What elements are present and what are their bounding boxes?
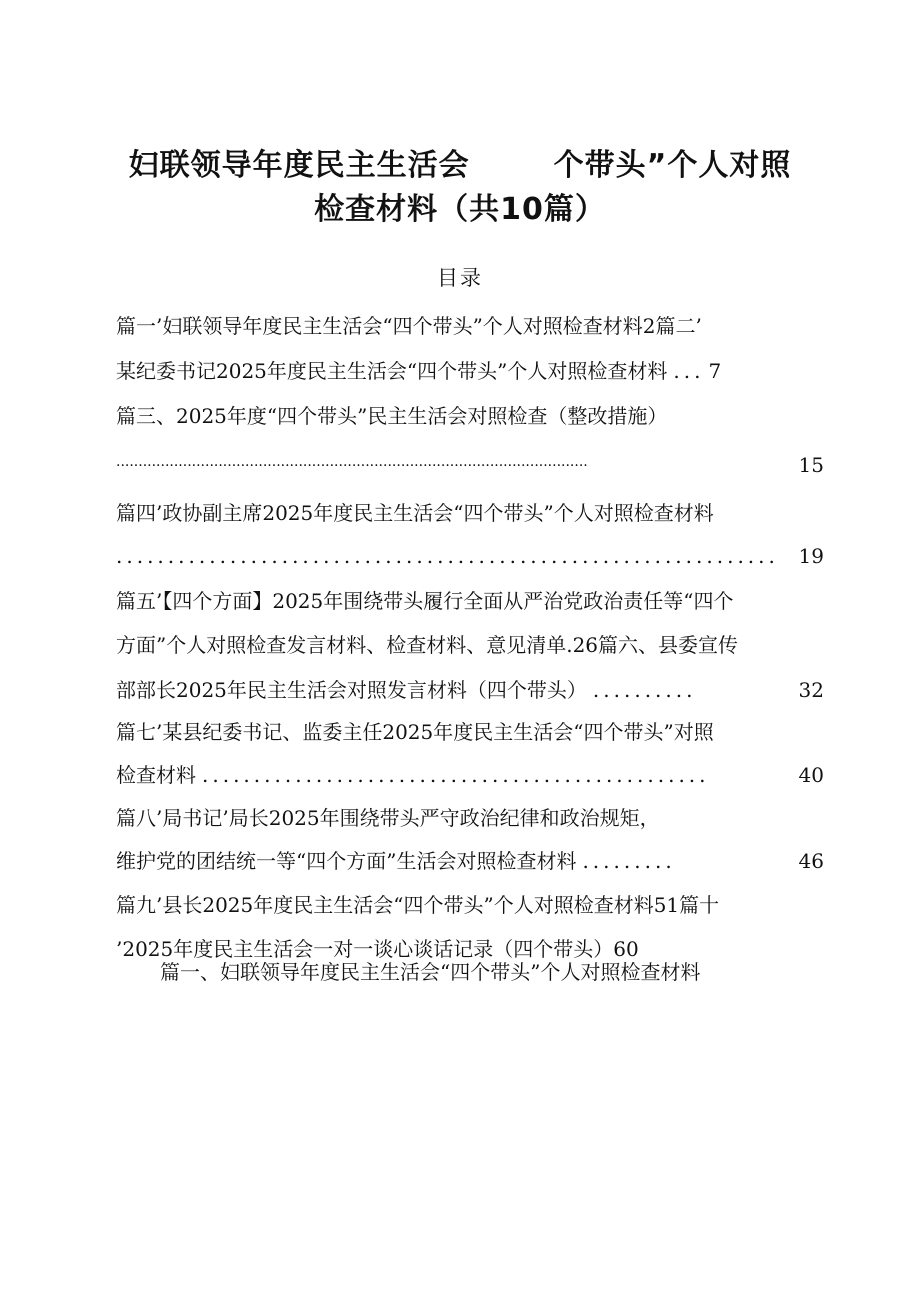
toc-entry-2-text: 某纪委书记2025年度民主生活会“四个带头”个人对照检查材料 xyxy=(116,359,668,383)
toc-entry-2-leader: ... xyxy=(673,359,705,383)
toc-line-2[interactable] xyxy=(116,358,824,384)
title-part-left: 妇联领导年度民主生活会 xyxy=(128,148,470,183)
toc-entry-4-page: 19 xyxy=(798,544,824,568)
toc-entry-8-leader: ......... xyxy=(582,849,676,873)
toc-line-15[interactable]: ’2025年度民主生活会一对一谈心谈话记录（四个带头）60 xyxy=(116,937,639,961)
toc-line-5[interactable]: 篇四’政协副主席2025年度民主生活会“四个带头”个人对照检查材料 xyxy=(116,501,714,525)
toc-entry-6-leader: .......... xyxy=(592,678,697,702)
toc-line-13[interactable] xyxy=(116,848,824,874)
toc-heading: 目录 xyxy=(437,266,483,290)
title-part-right: 个带头”个人对照 xyxy=(553,148,792,183)
toc-entry-6-page: 32 xyxy=(798,678,824,702)
toc-line-10[interactable]: 篇七’某县纪委书记、监委主任2025年度民主生活会“四个带头”对照 xyxy=(116,720,714,744)
toc-line-12[interactable]: 篇八’局书记’局长2025年围绕带头严守政治纪律和政治规矩， xyxy=(116,806,660,830)
toc-line-3[interactable]: 篇三、2025年度“四个带头”民主生活会对照检查（整改措施） xyxy=(116,404,668,428)
toc-line-14[interactable]: 篇九’县长2025年度民主生活会“四个带头”个人对照检查材料51篇十 xyxy=(116,893,720,917)
section-heading: 篇一、妇联领导年度民主生活会“四个带头”个人对照检查材料 xyxy=(160,960,701,984)
toc-entry-7-leader: ................................................. xyxy=(202,763,710,787)
toc-line-11[interactable] xyxy=(116,762,824,788)
toc-entry-7-page: 40 xyxy=(798,763,824,787)
toc-line-4[interactable] xyxy=(116,449,824,478)
toc-entry-3-leader: .......................................................................................................... xyxy=(116,454,588,470)
toc-line-6[interactable] xyxy=(116,543,824,569)
toc-entry-8-text: 维护党的团结统一等“四个方面”生活会对照检查材料 xyxy=(116,849,577,873)
toc-line-8[interactable]: 方面”个人对照检查发言材料、检查材料、意见清单.26篇六、县委宣传 xyxy=(116,633,739,657)
toc-entry-3-page: 15 xyxy=(798,453,824,477)
toc-line-7[interactable]: 篇五’【四个方面】2025年围绕带头履行全面从严治党政治责任等“四个 xyxy=(116,589,734,613)
toc-entry-2-page: 7 xyxy=(708,359,722,383)
document-title-line-1 xyxy=(0,140,920,184)
toc-entry-6-text: 部部长2025年民主生活会对照发言材料（四个带头） xyxy=(116,678,587,702)
toc-line-1[interactable] xyxy=(116,313,824,339)
toc-entry-8-page: 46 xyxy=(798,849,824,873)
document-title-line-2: 检查材料（共10篇） xyxy=(314,192,606,227)
toc-line-9[interactable] xyxy=(116,677,824,703)
toc-entry-4-leader: ................................................................ xyxy=(116,544,779,568)
toc-line-1-text: 篇一’妇联领导年度民主生活会“四个带头”个人对照检查材料2篇二’ xyxy=(116,314,702,338)
toc-entry-7-text: 检查材料 xyxy=(116,763,196,787)
